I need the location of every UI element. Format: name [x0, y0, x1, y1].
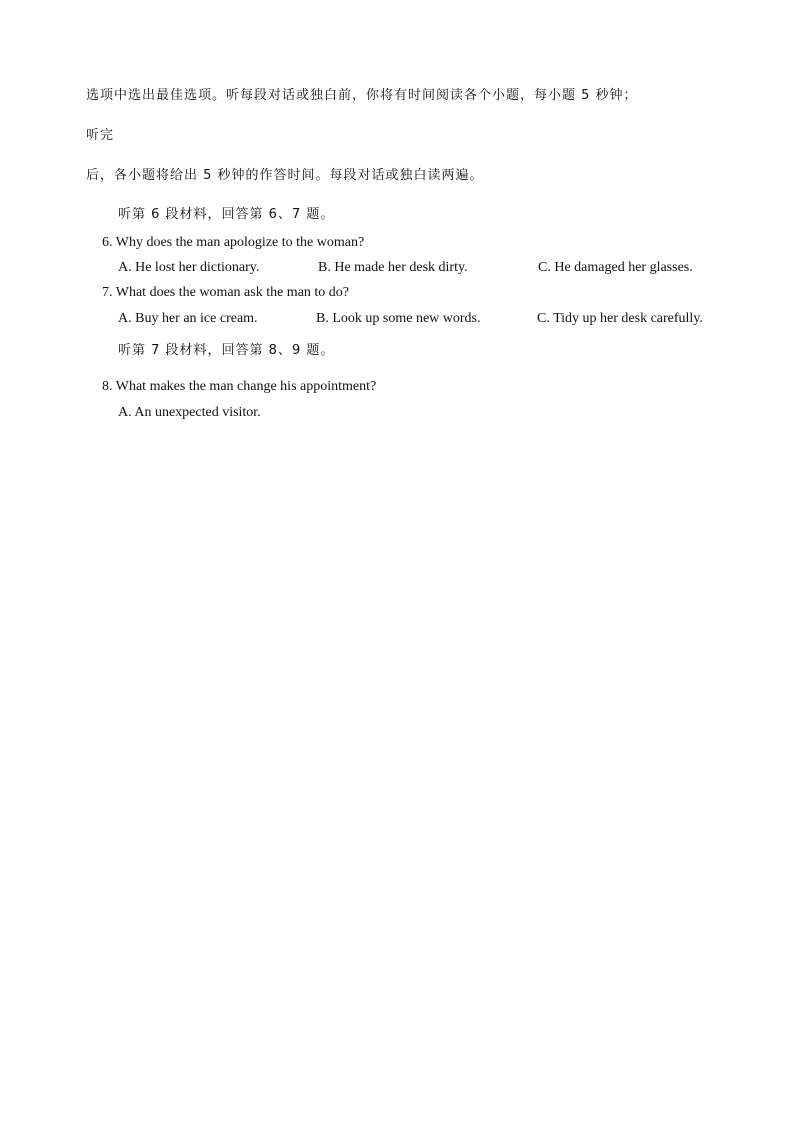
question-7-stem: 7. What does the woman ask the man to do? [102, 285, 350, 300]
question-6-option-c: C. He damaged her glasses. [538, 260, 693, 275]
question-6-option-a: A. He lost her dictionary. [118, 260, 260, 275]
section-heading-6: 听第 6 段材料，回答第 6、7 题。 [118, 207, 335, 222]
section-heading-7: 听第 7 段材料，回答第 8、9 题。 [118, 343, 335, 358]
question-8-option-a: A. An unexpected visitor. [118, 405, 261, 420]
instruction-line-1: 选项中选出最佳选项。听每段对话或独白前，你将有时间阅读各个小题，每小题 5 秒钟； [86, 88, 638, 103]
question-6-option-b: B. He made her desk dirty. [318, 260, 468, 275]
question-6-stem: 6. Why does the man apologize to the woman? [102, 235, 365, 250]
instruction-line-3: 后，各小题将给出 5 秒钟的作答时间。每段对话或独白读两遍。 [86, 168, 484, 183]
question-8-stem: 8. What makes the man change his appointment? [102, 379, 377, 394]
question-7-option-b: B. Look up some new words. [316, 311, 481, 326]
question-7-option-a: A. Buy her an ice cream. [118, 311, 258, 326]
instruction-line-2: 听完 [86, 128, 115, 143]
question-7-option-c: C. Tidy up her desk carefully. [537, 311, 703, 326]
